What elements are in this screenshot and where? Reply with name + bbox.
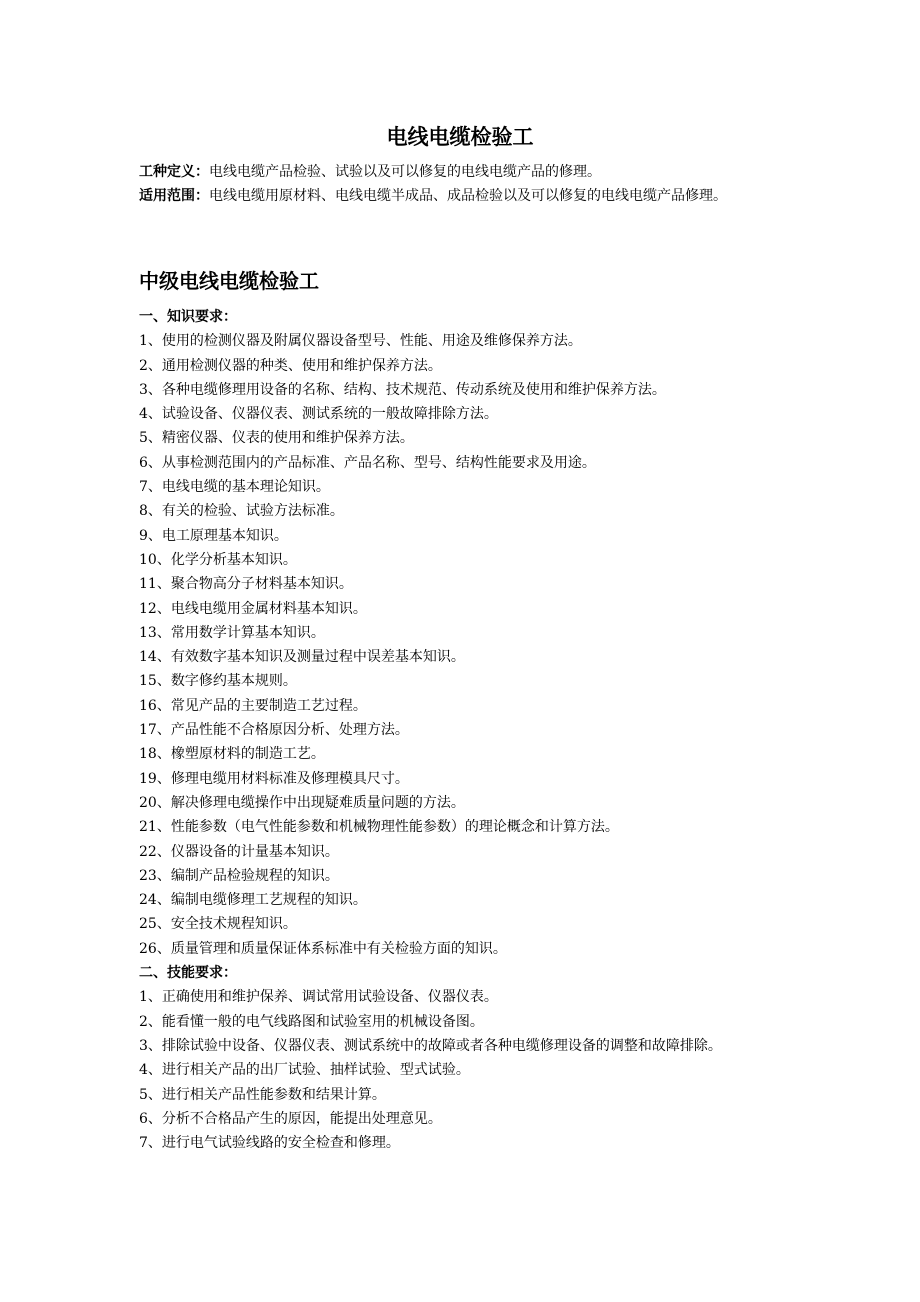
list-item: 4、进行相关产品的出厂试验、抽样试验、型式试验。 — [139, 1062, 470, 1079]
list-item: 7、进行电气试验线路的安全检查和修理。 — [139, 1135, 400, 1152]
list-item: 23、编制产品检验规程的知识。 — [139, 867, 339, 884]
list-item: 25、安全技术规程知识。 — [139, 916, 297, 933]
list-item: 10、化学分析基本知识。 — [139, 551, 297, 568]
scope-label: 适用范围： — [139, 188, 209, 204]
list-item: 18、橡塑原材料的制造工艺。 — [139, 746, 325, 763]
list-item: 4、试验设备、仪器仪表、测试系统的一般故障排除方法。 — [139, 406, 498, 423]
list-item: 6、从事检测范围内的产品标准、产品名称、型号、结构性能要求及用途。 — [139, 454, 596, 471]
section-title: 中级电线电缆检验工 — [139, 269, 319, 293]
list-item: 9、电工原理基本知识。 — [139, 527, 288, 544]
list-item: 21、性能参数（电气性能参数和机械物理性能参数）的理论概念和计算方法。 — [139, 819, 619, 836]
list-item: 1、正确使用和维护保养、调试常用试验设备、仪器仪表。 — [139, 989, 498, 1006]
list-item: 16、常见产品的主要制造工艺过程。 — [139, 697, 367, 714]
definition-text: 电线电缆产品检验、试验以及可以修复的电线电缆产品的修理。 — [209, 164, 601, 180]
requirements-body — [139, 305, 787, 1155]
list-item: 3、排除试验中设备、仪器仪表、测试系统中的故障或者各种电缆修理设备的调整和故障排除。 — [139, 1037, 722, 1054]
document-title: 电线电缆检验工 — [386, 125, 534, 149]
list-item: 7、电线电缆的基本理论知识。 — [139, 479, 330, 496]
intro-block — [139, 160, 787, 208]
scope-text: 电线电缆用原材料、电线电缆半成品、成品检验以及可以修复的电线电缆产品修理。 — [209, 188, 727, 204]
list-item: 5、进行相关产品性能参数和结果计算。 — [139, 1086, 386, 1103]
knowledge-list — [139, 329, 787, 961]
list-item: 5、精密仪器、仪表的使用和维护保养方法。 — [139, 430, 414, 447]
definition-paragraph — [139, 160, 787, 184]
list-item: 6、分析不合格品产生的原因，能提出处理意见。 — [139, 1110, 442, 1127]
list-item: 2、通用检测仪器的种类、使用和维护保养方法。 — [139, 357, 442, 374]
list-item: 15、数字修约基本规则。 — [139, 673, 297, 690]
list-item: 26、质量管理和质量保证体系标准中有关检验方面的知识。 — [139, 940, 507, 957]
list-item: 24、编制电缆修理工艺规程的知识。 — [139, 892, 367, 909]
list-item: 20、解决修理电缆操作中出现疑难质量问题的方法。 — [139, 794, 465, 811]
list-item: 12、电线电缆用金属材料基本知识。 — [139, 600, 367, 617]
list-item: 11、聚合物高分子材料基本知识。 — [139, 576, 353, 593]
list-item: 2、能看懂一般的电气线路图和试验室用的机械设备图。 — [139, 1013, 484, 1030]
list-item: 19、修理电缆用材料标准及修理模具尺寸。 — [139, 770, 409, 787]
list-item: 14、有效数字基本知识及测量过程中误差基本知识。 — [139, 649, 465, 666]
skills-list — [139, 985, 787, 1155]
definition-label: 工种定义： — [139, 164, 209, 180]
skills-heading: 二、技能要求： — [139, 965, 237, 982]
list-item: 8、有关的检验、试验方法标准。 — [139, 503, 344, 520]
scope-paragraph — [139, 184, 787, 208]
knowledge-heading: 一、知识要求： — [139, 309, 237, 325]
list-item: 3、各种电缆修理用设备的名称、结构、技术规范、传动系统及使用和维护保养方法。 — [139, 381, 666, 398]
list-item: 13、常用数学计算基本知识。 — [139, 624, 325, 641]
list-item: 22、仪器设备的计量基本知识。 — [139, 843, 339, 860]
list-item: 1、使用的检测仪器及附属仪器设备型号、性能、用途及维修保养方法。 — [139, 333, 582, 350]
list-item: 17、产品性能不合格原因分析、处理方法。 — [139, 722, 409, 739]
